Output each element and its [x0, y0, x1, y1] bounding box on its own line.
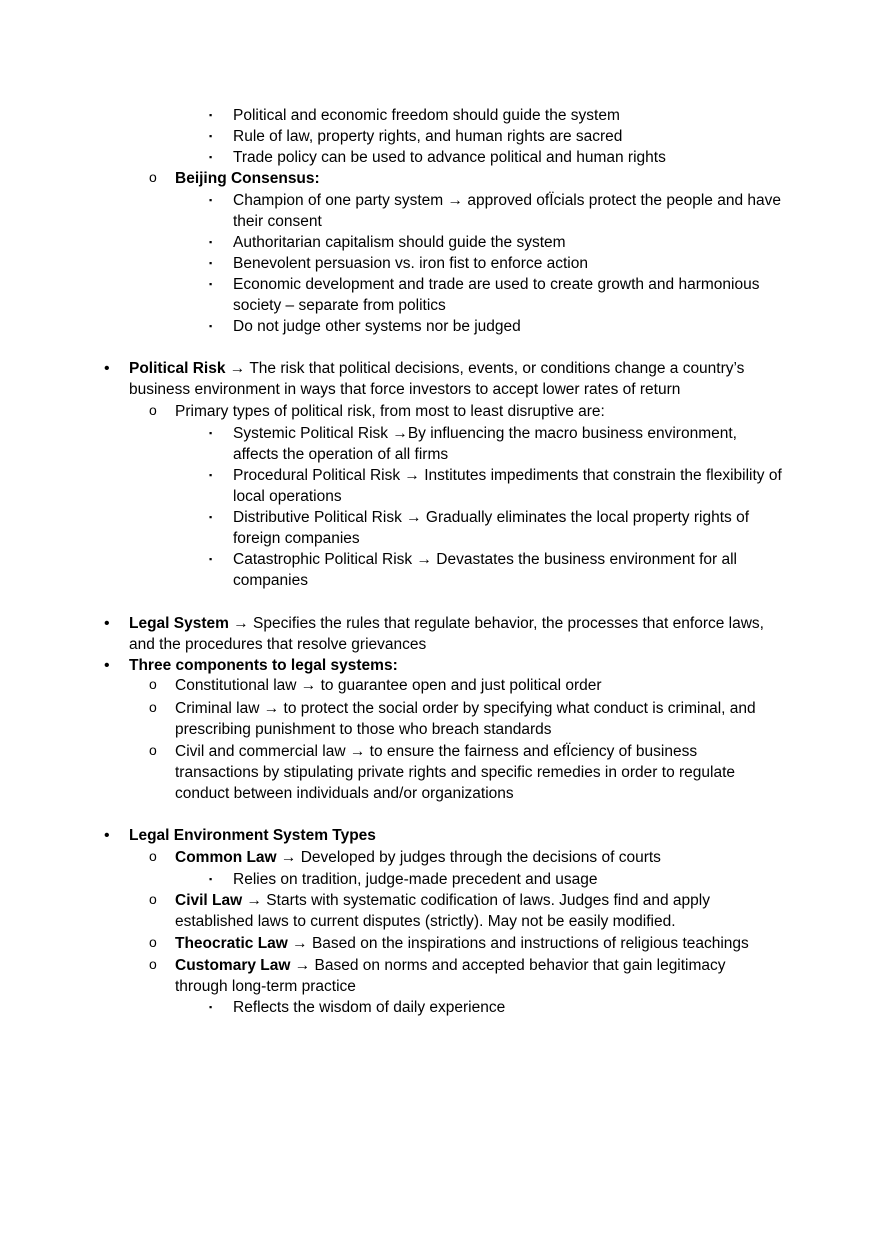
list-marker-icon: ▪	[209, 874, 213, 884]
item-text: Rule of law, property rights, and human rights are sacred	[233, 128, 623, 145]
item-heading: Common Law	[175, 849, 277, 866]
list-marker-icon: ▪	[209, 428, 213, 438]
bullet-item	[104, 613, 779, 655]
item-text: Reflects the wisdom of daily experience	[233, 999, 506, 1016]
list-marker-icon: •	[104, 657, 110, 674]
sub-item	[149, 933, 780, 954]
list-marker-icon: o	[149, 402, 157, 418]
bullet-item	[104, 825, 779, 846]
item-text: → Based on norms and accepted behavior that gain legitimacy through long-term practice	[175, 957, 726, 995]
item-text: Political and economic freedom should guide the system	[233, 107, 620, 124]
list-marker-icon: ▪	[209, 512, 213, 522]
sub-item	[149, 890, 780, 932]
item-text: Civil and commercial law → to ensure the fairness and efÏciency of business transactions by stipulating private rights and specific remedies in order to regulate conduct between individuals and/or organizations	[175, 743, 736, 802]
sub-sub-item	[209, 190, 783, 232]
sub-item	[149, 741, 780, 804]
list-marker-icon: o	[149, 169, 157, 185]
item-text: Primary types of political risk, from most to least disruptive are:	[175, 403, 605, 420]
sub-item	[149, 698, 780, 740]
list-marker-icon: ▪	[209, 554, 213, 564]
sub-sub-item	[209, 126, 783, 147]
item-heading: Beijing Consensus:	[175, 170, 320, 187]
item-text: Trade policy can be used to advance political and human rights	[233, 149, 666, 166]
item-text: Relies on tradition, judge-made precedent and usage	[233, 871, 598, 888]
item-text: → Starts with systematic codification of laws. Judges find and apply established laws to current disputes (strictly). May not be easily modified.	[175, 892, 710, 930]
item-text: → Based on the inspirations and instructions of religious teachings	[287, 935, 749, 952]
sub-item	[149, 168, 780, 189]
list-marker-icon: o	[149, 934, 157, 950]
list-marker-icon: •	[104, 615, 110, 632]
sub-sub-item	[209, 105, 783, 126]
item-text: Economic development and trade are used to create growth and harmonious society – separate from politics	[233, 276, 760, 314]
item-text: Catastrophic Political Risk → Devastates the business environment for all companies	[233, 551, 737, 589]
sub-sub-item	[209, 869, 783, 890]
sub-sub-item	[209, 549, 783, 591]
list-marker-icon: o	[149, 742, 157, 758]
item-text: Benevolent persuasion vs. iron fist to enforce action	[233, 255, 588, 272]
item-heading: Three components to legal systems:	[129, 657, 398, 674]
sub-sub-item	[209, 507, 783, 549]
list-marker-icon: o	[149, 676, 157, 692]
list-marker-icon: •	[104, 360, 110, 377]
item-text: → The risk that political decisions, events, or conditions change a country’s business environment in ways that force investors to accept lower rates of return	[129, 360, 745, 398]
sub-sub-item	[209, 253, 783, 274]
list-marker-icon: ▪	[209, 1002, 213, 1012]
list-marker-icon: ▪	[209, 237, 213, 247]
sub-sub-item	[209, 274, 783, 316]
list-marker-icon: o	[149, 891, 157, 907]
list-marker-icon: o	[149, 699, 157, 715]
item-text: Distributive Political Risk → Gradually eliminates the local property rights of foreign companies	[233, 509, 750, 547]
item-text: Systemic Political Risk →By influencing the macro business environment, affects the operation of all firms	[233, 425, 737, 463]
sub-sub-item	[209, 997, 783, 1018]
item-text: Constitutional law → to guarantee open and just political order	[175, 677, 602, 694]
sub-sub-item	[209, 423, 783, 465]
sub-sub-item	[209, 316, 783, 337]
item-text: Do not judge other systems nor be judged	[233, 318, 521, 335]
list-marker-icon: ▪	[209, 152, 213, 162]
list-marker-icon: ▪	[209, 131, 213, 141]
item-text: Champion of one party system → approved ofÏcials protect the people and have their consent	[233, 192, 781, 230]
list-marker-icon: ▪	[209, 258, 213, 268]
list-marker-icon: •	[104, 827, 110, 844]
item-heading: Legal System	[129, 615, 229, 632]
list-marker-icon: ▪	[209, 195, 213, 205]
item-text: → Specifies the rules that regulate behavior, the processes that enforce laws, and the procedures that resolve grievances	[129, 615, 764, 653]
sub-sub-item	[209, 465, 783, 507]
list-marker-icon: o	[149, 956, 157, 972]
sub-item	[149, 401, 780, 422]
list-marker-icon: ▪	[209, 279, 213, 289]
sub-sub-item	[209, 147, 783, 168]
item-text: Criminal law → to protect the social order by specifying what conduct is criminal, and prescribing punishment to those who breach standards	[175, 700, 756, 738]
item-heading: Legal Environment System Types	[129, 827, 376, 844]
list-marker-icon: ▪	[209, 470, 213, 480]
item-text: Procedural Political Risk → Institutes impediments that constrain the flexibility of local operations	[233, 467, 782, 505]
item-heading: Customary Law	[175, 957, 291, 974]
sub-item	[149, 955, 780, 997]
item-heading: Civil Law	[175, 892, 243, 909]
sub-sub-item	[209, 232, 783, 253]
list-marker-icon: ▪	[209, 110, 213, 120]
item-text: → Developed by judges through the decisions of courts	[276, 849, 661, 866]
list-marker-icon: o	[149, 848, 157, 864]
item-heading: Theocratic Law	[175, 935, 288, 952]
item-heading: Political Risk	[129, 360, 226, 377]
sub-item	[149, 675, 780, 696]
sub-item	[149, 847, 780, 868]
list-marker-icon: ▪	[209, 321, 213, 331]
bullet-item	[104, 655, 779, 676]
bullet-item	[104, 358, 779, 400]
item-text: Authoritarian capitalism should guide the system	[233, 234, 566, 251]
